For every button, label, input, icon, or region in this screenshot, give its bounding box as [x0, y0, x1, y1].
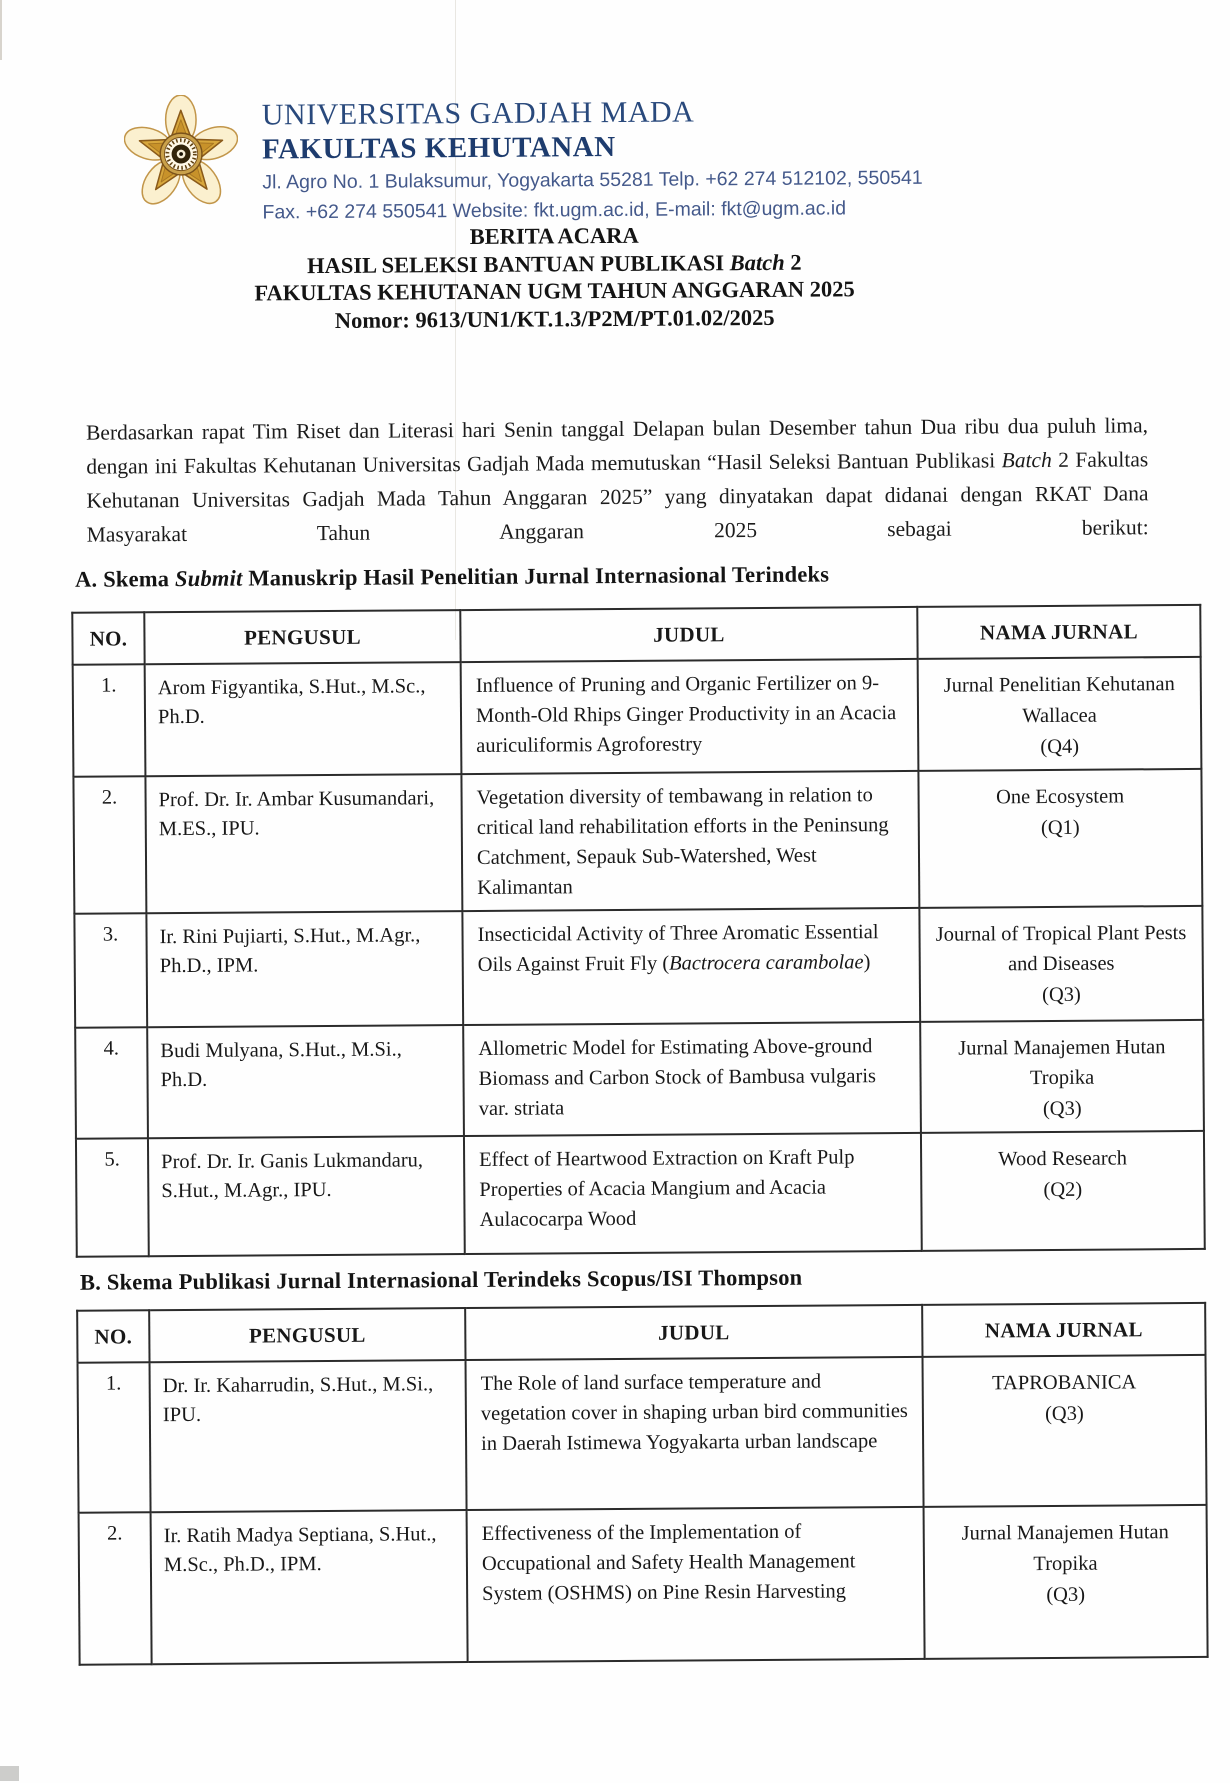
col-header-nama-jurnal: NAMA JURNAL	[917, 605, 1200, 659]
judul-segment: The Role of land surface temperature and vegetation cover in shaping urban bird communities in Daerah Istimewa Yogyakarta urban landscape	[480, 1370, 908, 1455]
journal-name: One Ecosystem	[995, 785, 1125, 809]
journal-name: Jurnal Manajemen Hutan Tropika	[958, 1035, 1166, 1090]
cell-no: 2.	[73, 776, 146, 913]
ugm-emblem-icon	[124, 95, 239, 214]
cell-judul	[467, 1507, 925, 1662]
table-b-header	[77, 1303, 1205, 1363]
col-header-judul: JUDUL	[465, 1305, 922, 1360]
table-a-header	[72, 605, 1200, 665]
table-row	[73, 657, 1202, 777]
cell-nama-jurnal	[923, 1355, 1207, 1507]
journal-name: Jurnal Manajemen Hutan Tropika	[961, 1521, 1169, 1575]
cell-judul	[466, 1357, 924, 1510]
table-row	[79, 1505, 1208, 1665]
address-line-2: Fax. +62 274 550541 Website: fkt.ugm.ac.id, E-mail: fkt@ugm.ac.id	[262, 197, 847, 224]
cell-no: 3.	[74, 913, 147, 1027]
journal-name: Journal of Tropical Plant Pests and Diseases	[935, 921, 1187, 976]
judul-segment: Effectiveness of the Implementation of Occupational and Safety Health Management System (OSHMS) on Pine Resin Harvesting	[481, 1520, 856, 1605]
cell-judul	[464, 1133, 922, 1254]
col-header-pengusul: PENGUSUL	[149, 1308, 465, 1362]
journal-quartile: (Q3)	[1046, 1583, 1086, 1606]
table-section-b	[76, 1302, 1208, 1666]
table-a-body	[73, 657, 1205, 1257]
cell-pengusul: Dr. Ir. Kaharrudin, S.Hut., M.Si., IPU.	[150, 1360, 467, 1512]
cell-nama-jurnal	[919, 906, 1203, 1022]
journal-quartile: (Q3)	[1042, 983, 1081, 1007]
journal-quartile: (Q2)	[1043, 1178, 1083, 1201]
cell-judul	[461, 771, 919, 911]
judul-segment: Allometric Model for Estimating Above-ground Biomass and Carbon Stock of Bambusa vulgaris var. striata	[478, 1034, 877, 1120]
journal-name: TAPROBANICA	[992, 1371, 1137, 1395]
table-header-row	[77, 1303, 1205, 1363]
document-title-block	[72, 219, 1038, 336]
section-b-heading-text: B. Skema Publikasi Jurnal Internasional Terindeks Scopus/ISI Thompson	[79, 1264, 803, 1295]
cell-no: 1.	[73, 664, 146, 776]
journal-name: Jurnal Penelitian Kehutanan Wallacea	[943, 673, 1175, 727]
faculty-name: FAKULTAS KEHUTANAN	[261, 130, 616, 166]
journal-quartile: (Q3)	[1044, 1402, 1084, 1425]
cell-judul	[463, 1022, 921, 1136]
doc-number: Nomor: 9613/UN1/KT.1.3/P2M/PT.01.02/2025	[334, 304, 775, 333]
judul-segment: )	[863, 950, 871, 973]
cell-nama-jurnal	[921, 1131, 1205, 1251]
cell-nama-jurnal	[924, 1505, 1208, 1659]
section-a-heading	[75, 562, 829, 593]
doc-title-text: BERITA ACARA	[469, 222, 639, 250]
cell-no: 5.	[76, 1138, 149, 1256]
cell-no: 2.	[79, 1512, 152, 1664]
table-header-row	[72, 605, 1200, 665]
cell-no: 1.	[78, 1362, 151, 1512]
journal-name: Wood Research	[998, 1147, 1128, 1171]
table-row	[76, 1131, 1205, 1257]
journal-quartile: (Q3)	[1042, 1097, 1082, 1121]
col-header-no: NO.	[77, 1310, 149, 1363]
intro-batch-italic: Batch	[1001, 447, 1052, 473]
cell-pengusul: Ir. Rini Pujiarti, S.Hut., M.Agr., Ph.D., IPM.	[146, 911, 463, 1027]
cell-nama-jurnal	[918, 769, 1202, 908]
table-row	[73, 769, 1202, 914]
university-name: UNIVERSITAS GADJAH MADA	[261, 95, 695, 132]
doc-org-year-line: FAKULTAS KEHUTANAN UGM TAHUN ANGGARAN 2025	[254, 276, 855, 306]
journal-quartile: (Q1)	[1040, 816, 1080, 839]
col-header-judul: JUDUL	[460, 607, 917, 662]
letterhead-text	[262, 90, 923, 226]
cell-pengusul: Prof. Dr. Ir. Ganis Lukmandaru, S.Hut., M.Agr., IPU.	[148, 1136, 465, 1256]
col-header-nama-jurnal: NAMA JURNAL	[922, 1303, 1205, 1357]
address-line-1: Jl. Agro No. 1 Bulaksumur, Yogyakarta 55281 Telp. +62 274 512102, 550541	[262, 167, 923, 194]
doc-subtitle-batch: Batch	[729, 249, 785, 275]
letterhead	[124, 90, 923, 227]
cell-judul	[462, 908, 920, 1025]
col-header-no: NO.	[72, 612, 144, 665]
cell-pengusul: Ir. Ratih Madya Septiana, S.Hut., M.Sc., Ph.D., IPM.	[151, 1510, 468, 1664]
ugm-logo	[124, 95, 239, 214]
col-header-pengusul: PENGUSUL	[144, 610, 460, 664]
table-row	[78, 1355, 1207, 1513]
table-section-a	[71, 604, 1205, 1258]
section-b-heading	[80, 1265, 803, 1296]
section-a-heading-pre: A. Skema	[74, 566, 176, 592]
cell-nama-jurnal	[920, 1020, 1204, 1133]
cell-pengusul: Arom Figyantika, S.Hut., M.Sc., Ph.D.	[145, 662, 462, 776]
journal-quartile: (Q4)	[1040, 735, 1080, 758]
doc-subtitle-number: 2	[784, 249, 802, 275]
cell-no: 4.	[75, 1027, 148, 1139]
judul-segment: Insecticidal Activity of Three Aromatic Essential Oils Against Fruit Fly (	[477, 920, 879, 976]
cell-pengusul: Prof. Dr. Ir. Ambar Kusumandari, M.ES., IPU.	[145, 774, 462, 913]
cell-pengusul: Budi Mulyana, S.Hut., M.Si., Ph.D.	[147, 1025, 464, 1138]
judul-segment: Effect of Heartwood Extraction on Kraft Pulp Properties of Acacia Mangium and Acacia Aulacocarpa Wood	[479, 1146, 855, 1231]
table-row	[74, 906, 1203, 1028]
judul-italic-segment: Bactrocera carambolae	[669, 950, 864, 975]
cell-nama-jurnal	[918, 657, 1202, 771]
table-row	[75, 1020, 1204, 1139]
intro-part-3: 2 Fakultas Kehutanan Universitas Gadjah Mada Tahun Anggaran 2025” yang dinyatakan dapat didanai dengan RKAT Dana Masyarakat Tahun Anggaran 2025 sebagai berikut:	[86, 447, 1149, 547]
judul-segment: Vegetation diversity of tembawang in relation to critical land rehabilitation efforts in the Peninsung Catchment, Sepauk Sub-Watershed, West Kalimantan	[476, 784, 889, 899]
judul-segment: Influence of Pruning and Organic Fertilizer on 9-Month-Old Rhips Ginger Productivity in an Acacia auriculiformis Agroforestry	[475, 672, 897, 757]
section-a-heading-italic: Submit	[174, 565, 243, 592]
intro-part-1: Berdasarkan rapat Tim Riset dan Literasi hari Senin tanggal Delapan bulan Desember tahun Dua ribu dua puluh lima, dengan ini Fakultas Kehutanan Universitas Gadjah Mada memutuskan “Hasil Seleksi Bantuan Publikasi	[85, 413, 1149, 479]
doc-subtitle-text: HASIL SELEKSI BANTUAN PUBLIKASI	[307, 249, 730, 278]
section-a-heading-post: Manuskrip Hasil Penelitian Jurnal Internasional Terindeks	[242, 561, 830, 591]
table-b-body	[78, 1355, 1208, 1665]
cell-judul	[461, 659, 919, 774]
intro-paragraph	[86, 408, 1149, 551]
